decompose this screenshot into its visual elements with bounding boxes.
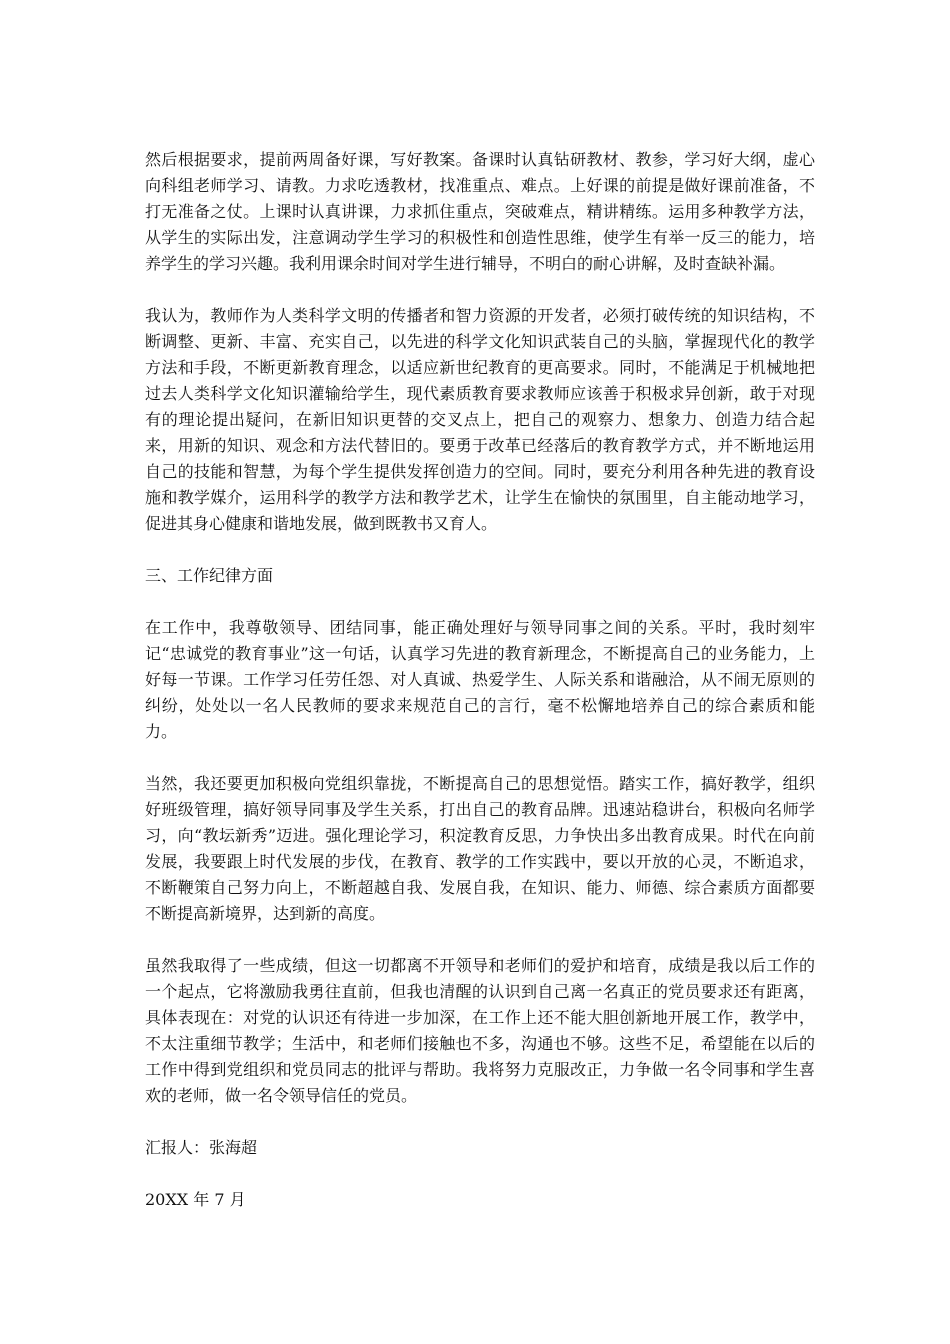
- paragraph-teaching-preparation: 然后根据要求，提前两周备好课，写好教案。备课时认真钻研教材、教参，学习好大纲，虚心向科组老师学习、请教。力求吃透教材，找准重点、难点。上好课的前提是做好课前准备，不打无准备之仗。上课时认真讲课，力求抓住重点，突破难点，精讲精练。运用多种教学方法，从学生的实际出发，注意调动学生学习的积极性和创造性思维，使学生有举一反三的能力，培养学生的学习兴趣。我利用课余时间对学生进行辅导，不明白的耐心讲解，及时查缺补漏。: [145, 150, 815, 273]
- section-heading-work-discipline: 三、工作纪律方面: [145, 566, 274, 585]
- date-line: 20XX 年 7 月: [145, 1190, 246, 1209]
- signature-line: 汇报人：张海超: [145, 1138, 258, 1157]
- paragraph-party-commitment: 当然，我还要更加积极向党组织靠拢，不断提高自己的思想觉悟。踏实工作，搞好教学，组织好班级管理，搞好领导同事及学生关系，打出自己的教育品牌。迅速站稳讲台，积极向名师学习，向“教坛新秀”迈进。强化理论学习，积淀教育反思，力争快出多出教育成果。时代在向前发展，我要跟上时代发展的步伐，在教育、教学的工作实践中，要以开放的心灵，不断追求，不断鞭策自己努力向上，不断超越自我、发展自我，在知识、能力、师德、综合素质方面都要不断提高新境界，达到新的高度。: [145, 774, 815, 923]
- paragraph-work-relations: 在工作中，我尊敬领导、团结同事，能正确处理好与领导同事之间的关系。平时，我时刻牢记“忠诚党的教育事业”这一句话，认真学习先进的教育新理念，不断提高自己的业务能力，上好每一节课。工作学习任劳任怨、对人真诚、热爱学生、人际关系和谐融洽，从不闹无原则的纠纷，处处以一名人民教师的要求来规范自己的言行，毫不松懈地培养自己的综合素质和能力。: [145, 618, 815, 741]
- paragraph-teacher-role: 我认为，教师作为人类科学文明的传播者和智力资源的开发者，必须打破传统的知识结构，不断调整、更新、丰富、充实自己，以先进的科学文化知识武装自己的头脑，掌握现代化的教学方法和手段，不断更新教育理念，以适应新世纪教育的更高要求。同时，不能满足于机械地把过去人类科学文化知识灌输给学生，现代素质教育要求教师应该善于积极求异创新，敢于对现有的理论提出疑问，在新旧知识更替的交叉点上，把自己的观察力、想象力、创造力结合起来，用新的知识、观念和方法代替旧的。要勇于改革已经落后的教育教学方式，并不断地运用自己的技能和智慧，为每个学生提供发挥创造力的空间。同时，要充分利用各种先进的教育设施和教学媒介，运用科学的教学方法和教学艺术，让学生在愉快的氛围里，自主能动地学习，促进其身心健康和谐地发展，做到既教书又育人。: [145, 306, 815, 533]
- paragraph-shortcomings: 虽然我取得了一些成绩，但这一切都离不开领导和老师们的爱护和培育，成绩是我以后工作的一个起点，它将激励我勇往直前，但我也清醒的认识到自己离一名真正的党员要求还有距离，具体表现在：对党的认识还有待进一步加深，在工作上还不能大胆创新地开展工作，教学中，不太注重细节教学；生活中，和老师们接触也不多，沟通也不够。这些不足，希望能在以后的工作中得到党组织和党员同志的批评与帮助。我将努力克服改正，力争做一名令同事和学生喜欢的老师，做一名令领导信任的党员。: [145, 956, 815, 1105]
- document-body: [145, 147, 815, 1213]
